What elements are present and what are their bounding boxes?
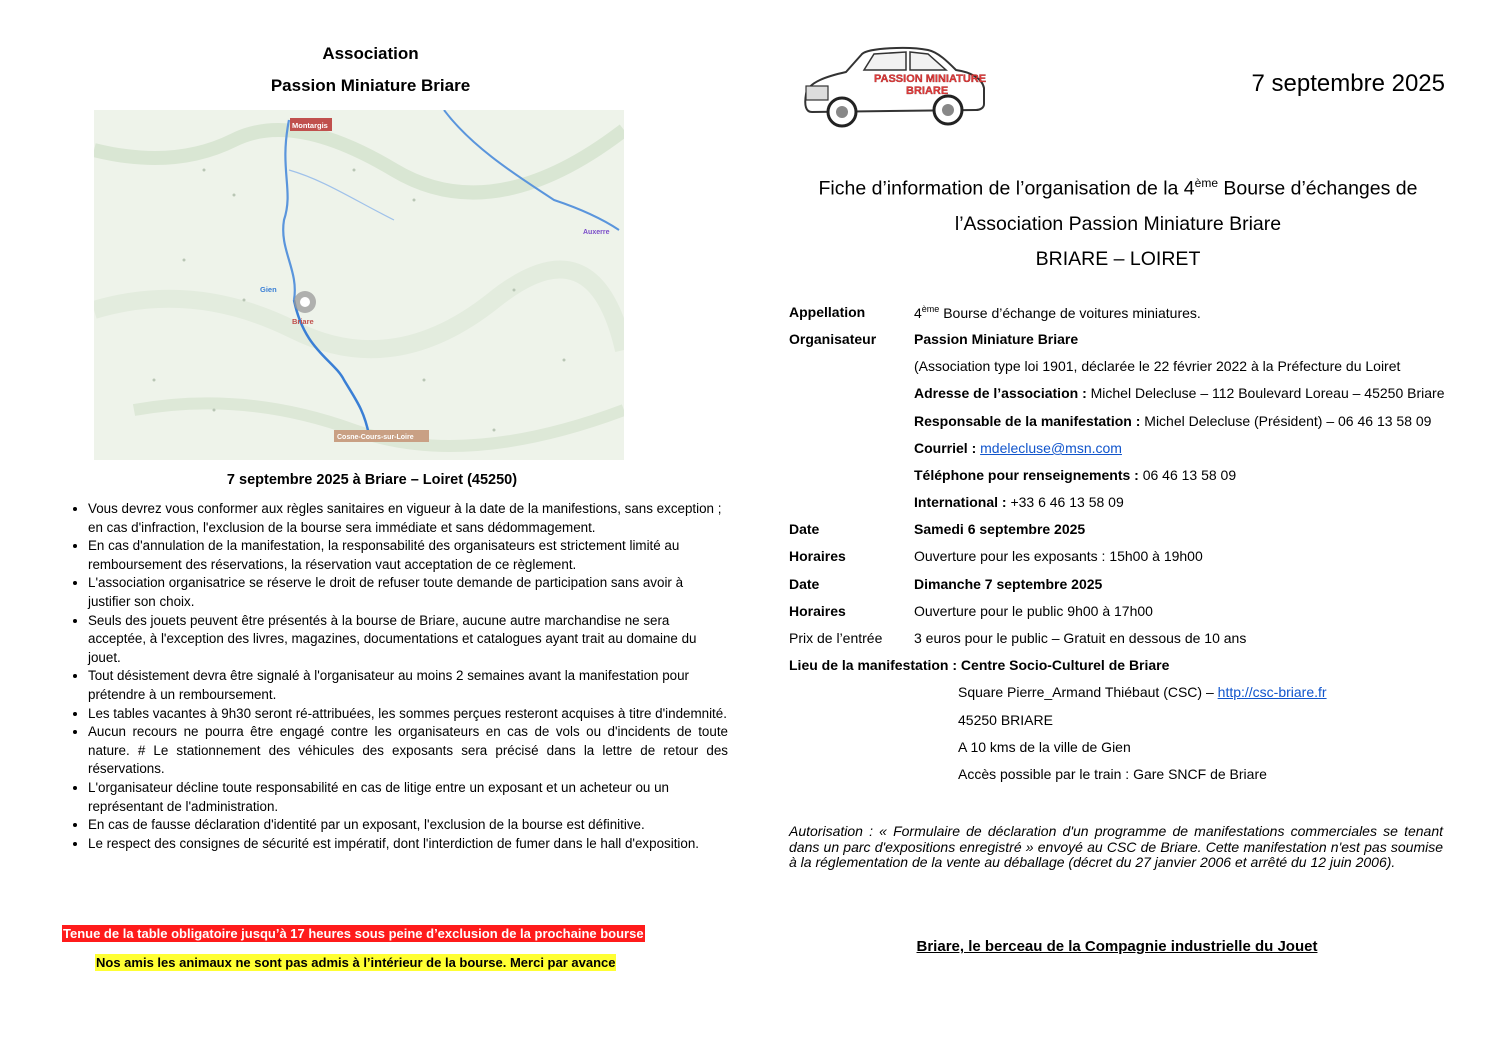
rule-item: • En cas d'annulation de la manifestation, la responsabilité des organisateurs est strictement limité au remboursement des réservations, la réservation vaut acceptation de ce règlement.	[88, 537, 728, 574]
rule-item: • Les tables vacantes à 9h30 seront ré-attribuées, les sommes perçues resteront acquises à titre d'indemnité.	[88, 705, 728, 724]
adresse-value: Michel Delecluse – 112 Boulevard Loreau – 45250 Briare	[1090, 385, 1445, 401]
responsable-label: Responsable de la manifestation :	[914, 413, 1145, 429]
car-logo	[798, 42, 988, 130]
adresse-label: Adresse de l’association :	[914, 385, 1091, 401]
horaires-label: Horaires	[789, 548, 846, 564]
prix-value: 3 euros pour le public – Gratuit en dessous de 10 ans	[914, 630, 1247, 646]
responsable-value: Michel Delecluse (Président) – 06 46 13 58 09	[1144, 413, 1432, 429]
train-access-value: Accès possible par le train : Gare SNCF de Briare	[958, 766, 1267, 782]
horaires-value: Ouverture pour le public 9h00 à 17h00	[914, 603, 1153, 619]
rules-list	[58, 500, 728, 853]
rule-item: • Tout désistement devra être signalé à l'organisateur au moins 2 semaines avant la manifestation pour prétendre à un remboursement.	[88, 667, 728, 704]
map-label-briare: Briare	[292, 317, 314, 326]
fiche-line2: l’Association Passion Miniature Briare	[954, 212, 1282, 235]
map-label-gien: Gien	[260, 285, 277, 294]
car-logo-image	[798, 42, 988, 130]
assoc-type-value: (Association type loi 1901, déclarée le 22 février 2022 à la Préfecture du Loiret	[914, 358, 1401, 374]
association-title	[58, 38, 683, 102]
rule-item: • Seuls des jouets peuvent être présentés à la bourse de Briare, aucune autre marchandise ne sera acceptée, à l'exception des livres, magazines, documentations et catalogues ayant trait au domaine du jouet.	[88, 612, 728, 668]
international-label: International :	[914, 494, 1011, 510]
telephone-label: Téléphone pour renseignements :	[914, 467, 1143, 483]
appellation-value: 4ème Bourse d’échange de voitures miniatures.	[914, 304, 1201, 321]
left-column	[58, 38, 728, 970]
date-label: Date	[789, 576, 820, 592]
fiche-line1: Fiche d’information de l’organisation de la 4ème Bourse d’échanges de	[818, 176, 1418, 200]
map-label-cosne: Cosne-Cours-sur-Loire	[337, 434, 414, 441]
postal-code-value: 45250 BRIARE	[958, 712, 1053, 728]
csc-website-link[interactable]: http://csc-briare.fr	[1217, 684, 1327, 700]
event-date-location: 7 septembre 2025 à Briare – Loiret (45250)	[226, 472, 518, 488]
rule-item: • Le respect des consignes de sécurité est impératif, dont l'interdiction de fumer dans le hall d'exposition.	[88, 835, 728, 854]
telephone-value: 06 46 13 58 09	[1142, 467, 1237, 483]
date-value: Dimanche 7 septembre 2025	[914, 576, 1103, 592]
international-value: +33 6 46 13 58 09	[1010, 494, 1124, 510]
map-label-montargis: Montargis	[292, 121, 328, 130]
association-line: Association	[322, 44, 419, 63]
lieu-value: Lieu de la manifestation : Centre Socio-Culturel de Briare	[789, 657, 1170, 673]
date-value: Samedi 6 septembre 2025	[914, 521, 1086, 537]
rule-item: • En cas de fausse déclaration d'identité par un exposant, l'exclusion de la bourse est définitive.	[88, 816, 728, 835]
organisateur-label: Organisateur	[789, 331, 877, 347]
prix-label: Prix de l’entrée	[789, 630, 883, 646]
square-value: Square Pierre_Armand Thiébaut (CSC) –	[958, 684, 1218, 700]
horaires-value: Ouverture pour les exposants : 15h00 à 19h00	[914, 548, 1203, 564]
rule-item: • Aucun recours ne pourra être engagé contre les organisateurs en cas de vols ou d'incidents de toute nature. # Le stationnement des véhicules des exposants sera précisé dans la lettre de retour des réservations.	[88, 723, 728, 779]
rule-item: • Vous devrez vous conformer aux règles sanitaires en vigueur à la date de la manifestions, sans exception ; en cas d'infraction, l'exclusion de la bourse sera immédiate et sans dédommagement.	[88, 500, 728, 537]
courriel-link[interactable]: mdelecluse@msn.com	[980, 440, 1122, 456]
courriel-label: Courriel :	[914, 440, 981, 456]
location-map	[94, 110, 624, 460]
rule-item: • L'organisateur décline toute responsabilité en cas de litige entre un exposant et un acheteur ou un représentant de l'administration.	[88, 779, 728, 816]
logo-text-line1: PASSION MINIATURE	[874, 73, 987, 85]
event-date-heading: 7 septembre 2025	[1251, 70, 1445, 97]
table-obligation-banner: Tenue de la table obligatoire jusqu’à 17 heures sous peine d’exclusion de la prochaine bourse	[63, 926, 644, 941]
organisateur-value: Passion Miniature Briare	[914, 331, 1079, 347]
date-label: Date	[789, 521, 820, 537]
berceau-footer: Briare, le berceau de la Compagnie industrielle du Jouet	[916, 938, 1318, 955]
horaires-label: Horaires	[789, 603, 846, 619]
gien-distance-value: A 10 kms de la ville de Gien	[958, 739, 1131, 755]
animals-notice-banner: Nos amis les animaux ne sont pas admis à l’intérieur de la bourse. Merci par avance	[96, 955, 616, 970]
fiche-line3: BRIARE – LOIRET	[1035, 247, 1201, 270]
rule-item: • L'association organisatrice se réserve le droit de refuser toute demande de participation sans avoir à justifier son choix.	[88, 574, 728, 611]
map-image	[94, 110, 624, 460]
fiche-title	[788, 166, 1448, 277]
logo-text-line2: BRIARE	[906, 85, 949, 97]
appellation-label: Appellation	[789, 304, 866, 320]
autorisation-paragraph: Autorisation : « Formulaire de déclaration d'un programme de manifestations commerciales se tenant dans un parc d'expositions enregistré » envoyé au CSC de Briare. Cette manifestation n'est pas soumise à la réglementation de la vente au déballage (décret du 27 janvier 2006 et arrêté du 12 juin 2006).	[789, 823, 1443, 871]
association-name: Passion Miniature Briare	[270, 76, 471, 95]
map-label-auxerre: Auxerre	[583, 229, 610, 236]
